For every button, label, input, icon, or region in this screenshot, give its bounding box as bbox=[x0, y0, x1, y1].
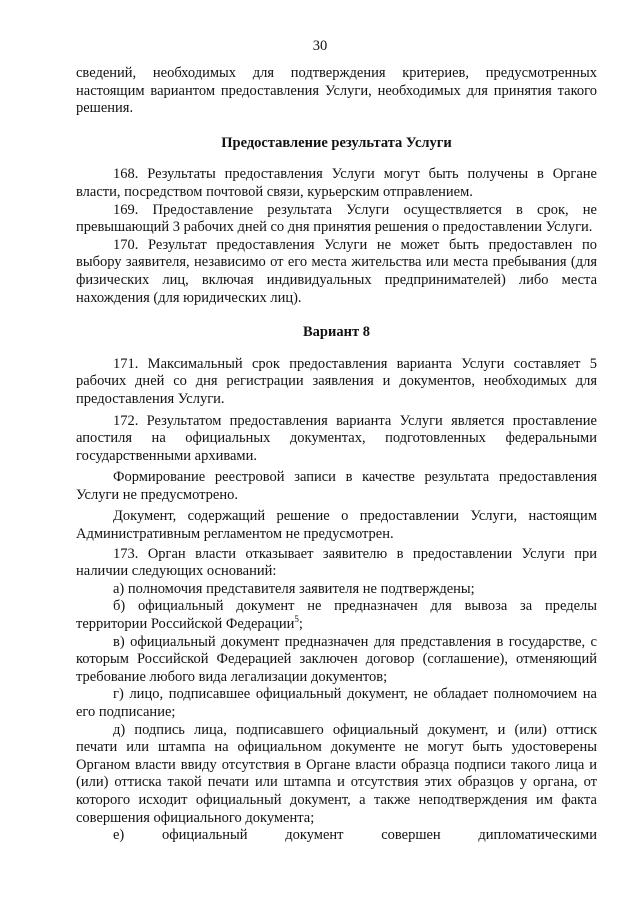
paragraph-decision-document: Документ, содержащий решение о предоставлении Услуги, настоящим Административным регламентом не предусмотрен. bbox=[76, 508, 597, 543]
paragraph-registry-record: Формирование реестровой записи в качестве результата предоставления Услуги не предусмотрено. bbox=[76, 469, 597, 503]
page-body bbox=[76, 65, 597, 845]
list-item-b-text: б) официальный документ не предназначен для вывоза за пределы территории Российской Федерации bbox=[76, 598, 597, 633]
paragraph-168: 168. Результаты предоставления Услуги могут быть получены в Органе власти, посредством почтовой связи, курьерским отправлением. bbox=[76, 166, 597, 200]
paragraph-172: 172. Результатом предоставления варианта Услуги является проставление апостиля на официальных документах, подготовленных федеральными государственными архивами. bbox=[76, 412, 597, 464]
paragraph-170: 170. Результат предоставления Услуги не может быть предоставлен по выбору заявителя, независимо от его места жительства или места пребывания (для физических лиц, включая индивидуальных предпринимателей) либо места нахождения (для юридических лиц). bbox=[76, 236, 597, 306]
paragraph-intro: сведений, необходимых для подтверждения критериев, предусмотренных настоящим вариантом предоставления Услуги, необходимых для принятия такого решения. bbox=[76, 65, 597, 117]
list-item-d: д) подпись лица, подписавшего официальный документ, и (или) оттиск печати или штампа на официальном документе не могут быть удостоверены Органом власти ввиду отсутствия в Органе власти образца подписи такого лица и (или) оттиска такой печати или штампа и отсутствия этих образцов у органа, от которого исходит официальный документ, а также неподтверждения им факта совершения официального документа; bbox=[76, 721, 597, 826]
list-item-b-end: ; bbox=[298, 616, 303, 633]
list-item-b bbox=[76, 598, 597, 633]
section-heading-result: Предоставление результата Услуги bbox=[221, 134, 452, 151]
page-number: 30 bbox=[312, 38, 328, 54]
list-item-a: а) полномочия представителя заявителя не подтверждены; bbox=[113, 580, 475, 597]
footnote-marker: 5 bbox=[294, 614, 299, 625]
section-heading-variant: Вариант 8 bbox=[303, 324, 370, 341]
paragraph-171: 171. Максимальный срок предоставления варианта Услуги составляет 5 рабочих дней со дня регистрации заявления и документов, необходимых для предоставления Услуги. bbox=[76, 355, 597, 407]
list-item-g: г) лицо, подписавшее официальный документ, не обладает полномочием на его подписание; bbox=[76, 686, 597, 720]
list-item-v: в) официальный документ предназначен для представления в государстве, с которым Российской Федерацией заключен договор (соглашение), отменяющий требование любого вида легализации документов; bbox=[76, 633, 597, 685]
paragraph-173: 173. Орган власти отказывает заявителю в предоставлении Услуги при наличии следующих оснований: bbox=[76, 545, 597, 580]
list-item-e: е) официальный документ совершен дипломатическими bbox=[113, 827, 597, 844]
paragraph-169: 169. Предоставление результата Услуги осуществляется в срок, не превышающий 3 рабочих дней со дня принятия решения о предоставлении Услуги. bbox=[76, 201, 597, 236]
